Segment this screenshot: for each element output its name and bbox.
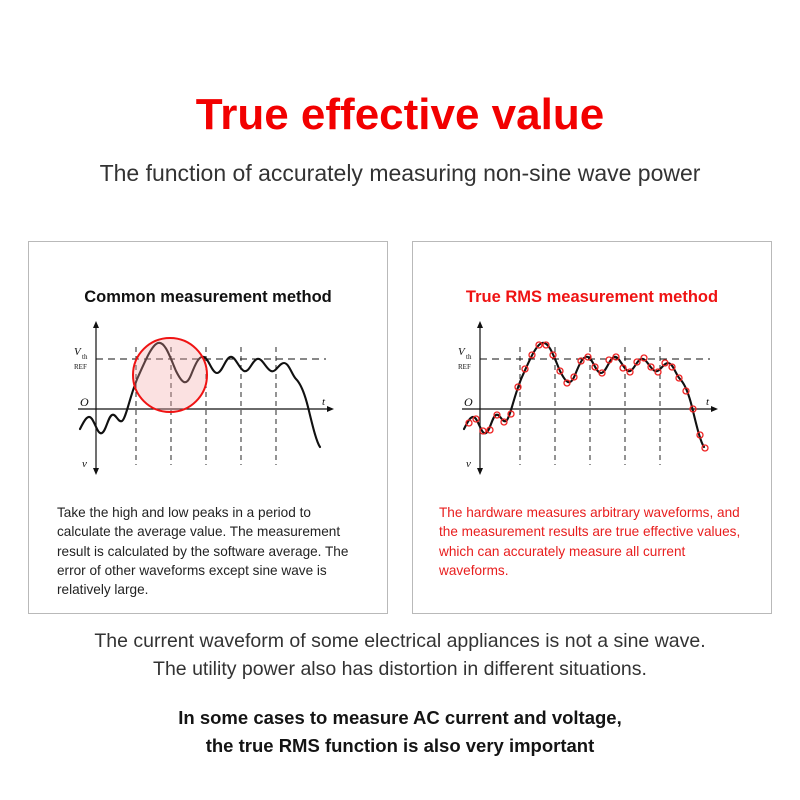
footer-line-3: In some cases to measure AC current and voltage, xyxy=(178,707,622,728)
panel-common-title: Common measurement method xyxy=(84,288,332,306)
svg-text:O: O xyxy=(80,395,89,409)
panel-rms-inner xyxy=(435,260,749,595)
footer-description xyxy=(0,628,800,683)
footer-line-2: The utility power also has distortion in different situations. xyxy=(153,657,647,680)
svg-text:v: v xyxy=(466,458,471,470)
svg-text:t: t xyxy=(322,396,326,408)
svg-text:REF: REF xyxy=(458,363,471,371)
footer-line-4: the true RMS function is also very important xyxy=(205,734,595,756)
panel-rms-graph xyxy=(435,317,749,497)
svg-text:V: V xyxy=(74,346,81,358)
rms-waveform-chart xyxy=(442,317,742,497)
panel-rms-title: True RMS measurement method xyxy=(465,288,719,306)
panel-common-caption: Take the high and low peaks in a period to calculate the average value. The measurement result is calculated by the software average. The error of other waveforms except sine wave is relatively large. xyxy=(57,505,349,598)
footer-line-1: The current waveform of some electrical appliances is not a sine wave. xyxy=(94,630,706,652)
panel-true-rms xyxy=(412,241,772,614)
panel-common-inner xyxy=(51,260,365,598)
svg-text:V: V xyxy=(458,346,465,358)
page-title: True effective value xyxy=(195,90,605,139)
panel-rms-caption: The hardware measures arbitrary waveforms, and the measurement results are true effective values, which can accurately measure all current waveforms. xyxy=(439,505,741,578)
common-waveform-chart xyxy=(58,317,358,497)
panel-common-measurement xyxy=(28,241,388,614)
svg-text:t: t xyxy=(706,396,710,408)
comparison-panels xyxy=(28,241,772,614)
svg-text:REF: REF xyxy=(74,363,87,371)
page-subtitle: The function of accurately measuring non-sine wave power xyxy=(99,160,701,187)
footer-emphasis xyxy=(0,704,800,760)
panel-common-graph xyxy=(51,317,365,497)
svg-text:O: O xyxy=(464,395,473,409)
sample-point-markers xyxy=(466,342,708,451)
svg-text:v: v xyxy=(82,458,87,470)
svg-text:th: th xyxy=(82,353,88,361)
svg-text:th: th xyxy=(466,353,472,361)
